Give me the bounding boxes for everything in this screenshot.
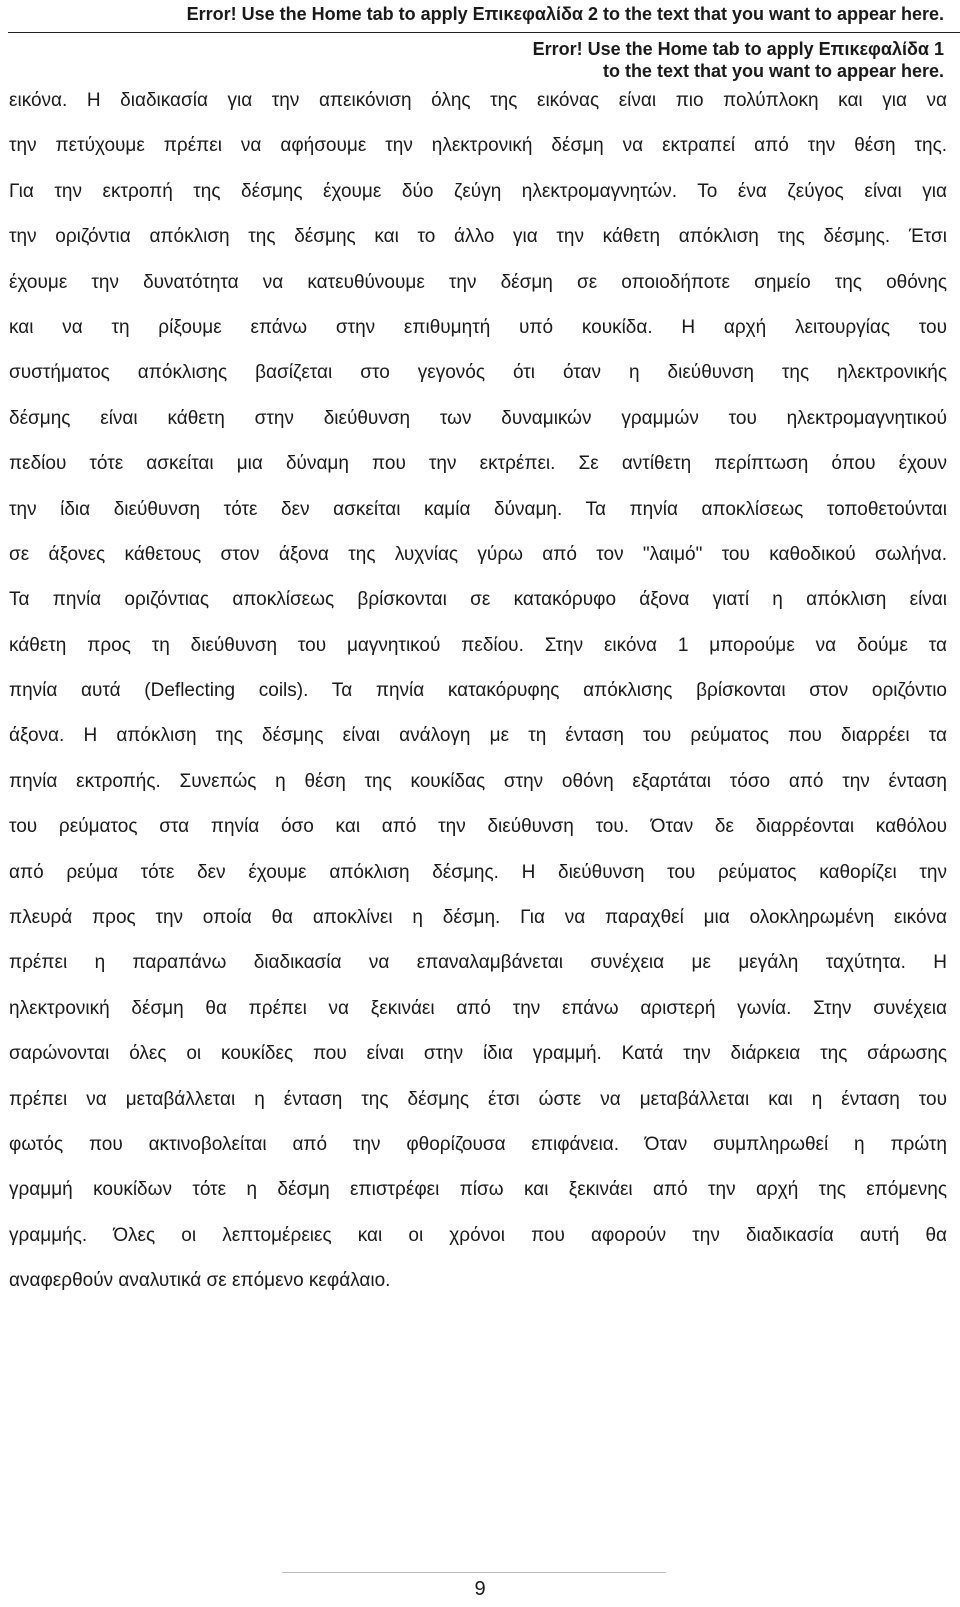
text-line: πρέπει η παραπάνω διαδικασία να επαναλαμβάνεται συνέχεια με μεγάλη ταχύτητα. Η [9, 952, 947, 974]
text-line: άξονα. Η απόκλιση της δέσμης είναι ανάλογη με τη ένταση του ρεύματος που διαρρέει τα [9, 725, 947, 747]
text-line: ηλεκτρονική δέσμη θα πρέπει να ξεκινάει από την επάνω αριστερή γωνία. Στην συνέχεια [9, 997, 947, 1019]
text-line: πηνία εκτροπής. Συνεπώς η θέση της κουκίδας στην οθόνη εξαρτάται τόσο από την ένταση [9, 770, 947, 792]
text-line: φωτός που ακτινοβολείται από την φθορίζουσα επιφάνεια. Όταν συμπληρωθεί η πρώτη [9, 1133, 947, 1155]
page-header [0, 0, 960, 84]
text-line-last: αναφερθούν αναλυτικά σε επόμενο κεφάλαιο. [9, 1270, 391, 1292]
body-text [9, 82, 947, 1308]
text-line: την ίδια διεύθυνση τότε δεν ασκείται καμία δύναμη. Τα πηνία αποκλίσεως τοποθετούνται [9, 498, 947, 520]
text-line: πεδίου τότε ασκείται μια δύναμη που την εκτρέπει. Σε αντίθετη περίπτωση όπου έχουν [9, 453, 947, 475]
running-header-chapter-2: Error! Use the Home tab to apply Επικεφαλίδα 2 to the text that you want to appear here. [186, 4, 944, 24]
text-line: εικόνα. Η διαδικασία για την απεικόνιση όλης της εικόνας είναι πιο πολύπλοκη και για να [9, 90, 947, 111]
text-line: συστήματος απόκλισης βασίζεται στο γεγονός ότι όταν η διεύθυνση της ηλεκτρονικής [9, 362, 947, 384]
text-line: πρέπει να μεταβάλλεται η ένταση της δέσμης έτσι ώστε να μεταβάλλεται και η ένταση του [9, 1088, 947, 1110]
text-line: δέσμης είναι κάθετη στην διεύθυνση των δυναμικών γραμμών του ηλεκτρομαγνητικού [9, 407, 947, 429]
text-line: σε άξονες κάθετους στον άξονα της λυχνίας γύρω από τον "λαιμό" του καθοδικού σωλήνα. [9, 543, 947, 565]
text-line: πηνία αυτά (Deflecting coils). Τα πηνία κατακόρυφης απόκλισης βρίσκονται στον οριζόντιο [9, 680, 947, 702]
header-rule [8, 32, 960, 33]
text-line: του ρεύματος στα πηνία όσο και από την διεύθυνση του. Όταν δε διαρρέονται καθόλου [9, 816, 947, 838]
text-line: κάθετη προς τη διεύθυνση του μαγνητικού πεδίου. Στην εικόνα 1 μπορούμε να δούμε τα [9, 634, 947, 656]
text-line: από ρεύμα τότε δεν έχουμε απόκλιση δέσμης. Η διεύθυνση του ρεύματος καθορίζει την [9, 861, 947, 883]
footer-rule [282, 1572, 666, 1573]
page-number: 9 [474, 1578, 486, 1600]
text-line: την οριζόντια απόκλιση της δέσμης και το άλλο για την κάθετη απόκλιση της δέσμης. Έτσι [9, 226, 947, 248]
text-line: γραμμή κουκίδων τότε η δέσμη επιστρέφει πίσω και ξεκινάει από την αρχή της επόμενης [9, 1179, 947, 1201]
running-header-chapter-1: Error! Use the Home tab to apply Επικεφαλίδα 1 [532, 39, 944, 59]
text-line: έχουμε την δυνατότητα να κατευθύνουμε την δέσμη σε οποιοδήποτε σημείο της οθόνης [9, 271, 947, 293]
page-footer [0, 1562, 960, 1607]
text-line: Τα πηνία οριζόντιας αποκλίσεως βρίσκονται σε κατακόρυφο άξονα γιατί η απόκλιση είναι [9, 589, 947, 611]
text-line: Για την εκτροπή της δέσμης έχουμε δύο ζεύγη ηλεκτρομαγνητών. Το ένα ζεύγος είναι για [9, 180, 947, 202]
text-line: γραμμής. Όλες οι λεπτομέρειες και οι χρόνοι που αφορούν την διαδικασία αυτή θα [9, 1224, 947, 1246]
text-line: την πετύχουμε πρέπει να αφήσουμε την ηλεκτρονική δέσμη να εκτραπεί από την θέση της. [9, 135, 947, 157]
text-line: και να τη ρίξουμε επάνω στην επιθυμητή υπό κουκίδα. Η αρχή λειτουργίας του [9, 316, 947, 338]
running-header-chapter-1-continued: to the text that you want to appear here. [602, 61, 944, 81]
text-line: πλευρά προς την οποία θα αποκλίνει η δέσμη. Για να παραχθεί μια ολοκληρωμένη εικόνα [9, 907, 947, 929]
text-line: σαρώνονται όλες οι κουκίδες που είναι στην ίδια γραμμή. Κατά την διάρκεια της σάρωσης [9, 1043, 947, 1065]
